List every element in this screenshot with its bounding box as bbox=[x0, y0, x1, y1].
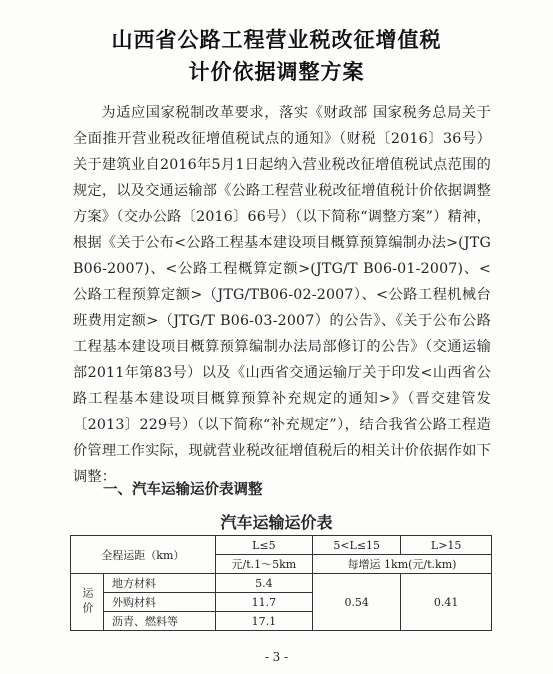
freight-rate-table bbox=[70, 535, 492, 631]
col3-header: L>15 bbox=[401, 536, 492, 555]
body-paragraph: 为适应国家税制改革要求，落实《财政部 国家税务总局关于全面推开营业税改征增值税试点的通知》（财税〔2016〕36号）关于建筑业自2016年5月1日起纳入营业税改征增值税试点范围的规定，以及交通运输部《公路工程营业税改征增值税计价依据调整方案》（交办公路〔2016〕66号）（以下简称“调整方案”）精神，根据《关于公布<公路工程基本建设项目概算预算编制办法>(JTG B06-2007)、<公路工程概算定额>(JTG/T B06-01-2007)、<公路工程预算定额>（JTG/TB06-02-2007）、<公路工程机械台班费用定额>（JTG/T B06-03-2007）的公告》、《关于公布公路工程基本建设项目概算预算编制办法局部修订的公告》（交通运输部2011年第83号）以及《山西省交通运输厅关于印发<山西省公路工程基本建设项目概算预算补充规定的通知>》（晋交建管发〔2013〕229号）（以下简称“补充规定”），结合我省公路工程造价管理工作实际，现就营业税改征增值税后的相关计价依据作如下调整： bbox=[73, 105, 491, 485]
row-group-label-cell bbox=[71, 574, 104, 631]
col3-value: 0.41 bbox=[401, 574, 492, 631]
document-title-line2: 计价依据调整方案 bbox=[188, 60, 365, 84]
page-number: - 3 - bbox=[264, 650, 289, 664]
table-row bbox=[71, 574, 492, 593]
table-title: 汽车运输运价表 bbox=[220, 513, 333, 532]
col2-header: 5<L≤15 bbox=[313, 536, 401, 555]
row-value: 17.1 bbox=[215, 612, 312, 631]
col1-header: L≤5 bbox=[215, 536, 312, 555]
col2-value: 0.54 bbox=[313, 574, 401, 631]
document-title-line1: 山西省公路工程营业税改征增值税 bbox=[111, 28, 442, 52]
row-name: 地方材料 bbox=[104, 574, 216, 593]
row-group-label: 运价 bbox=[81, 587, 94, 617]
col23-unit: 每增运 1km(元/t.km) bbox=[313, 555, 492, 574]
row-name: 沥青、燃料等 bbox=[104, 612, 216, 631]
row-value: 11.7 bbox=[215, 593, 312, 612]
row-name: 外购材料 bbox=[104, 593, 216, 612]
col1-unit: 元/t.1～5km bbox=[215, 555, 312, 574]
distance-label-cell: 全程运距（km） bbox=[71, 536, 216, 574]
row-value: 5.4 bbox=[215, 574, 312, 593]
section-heading: 一、汽车运输运价表调整 bbox=[103, 482, 263, 498]
table-header-row bbox=[71, 536, 492, 555]
